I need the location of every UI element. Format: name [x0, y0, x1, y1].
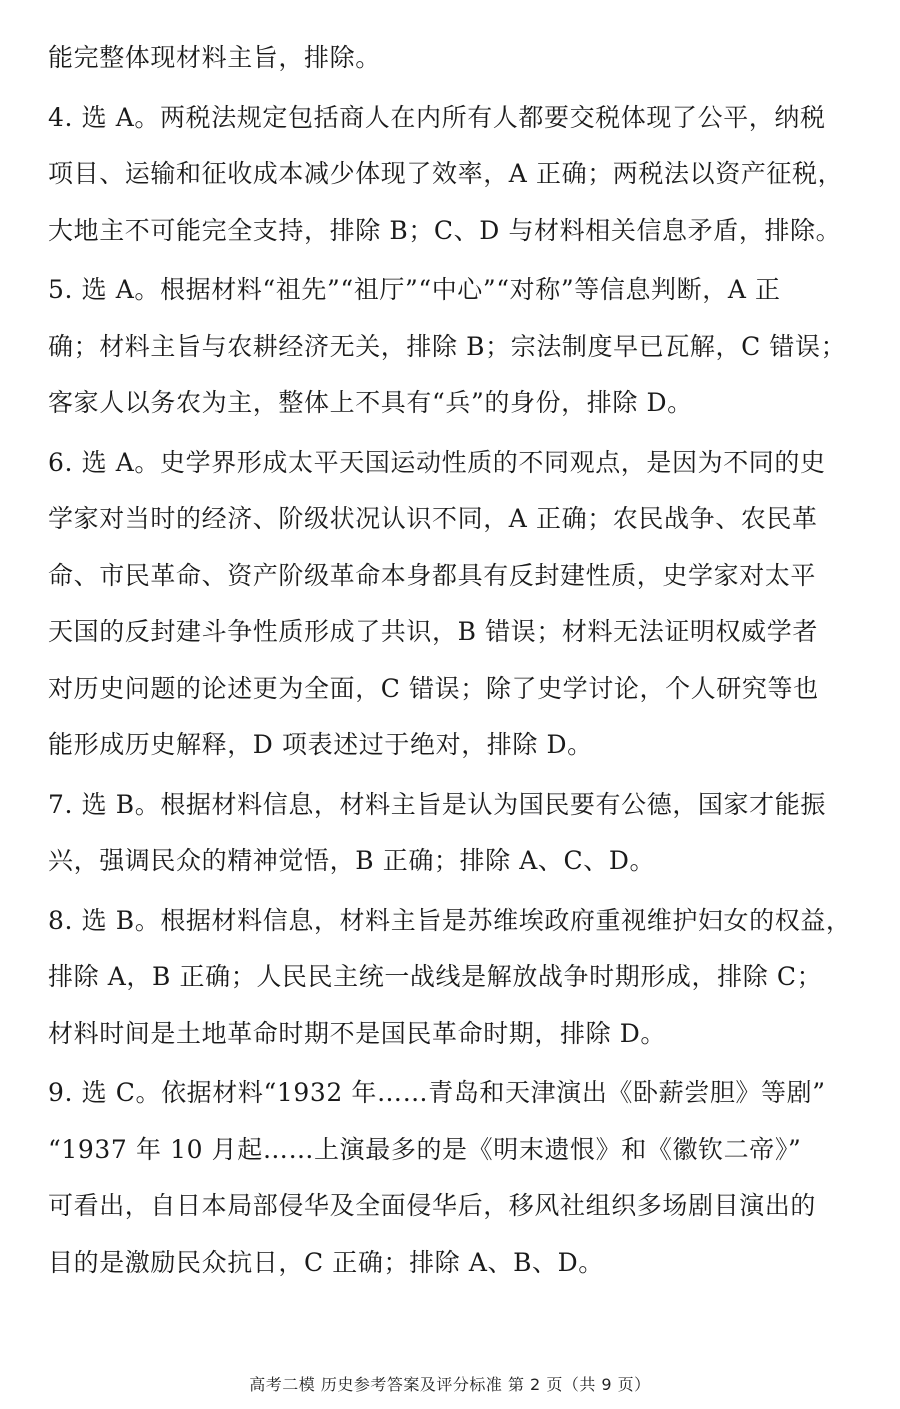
paragraph-continuation — [48, 30, 863, 87]
text-line: 学家对当时的经济、阶级状况认识不同，A 正确；农民战争、农民革 — [48, 504, 818, 533]
text-line: 命、市民革命、资产阶级革命本身都具有反封建性质，史学家对太平 — [48, 560, 817, 590]
text-line: 兴，强调民众的精神觉悟，B 正确；排除 A、C、D。 — [48, 846, 656, 875]
text-line: 6. 选 A。史学界形成太平天国运动性质的不同观点，是因为不同的史 — [48, 447, 826, 477]
answer-4 — [48, 90, 863, 260]
answer-6 — [48, 435, 863, 774]
text-line: 材料时间是土地革命时期不是国民革命时期，排除 D。 — [48, 1018, 666, 1048]
text-line: 能完整体现材料主旨，排除。 — [48, 43, 381, 72]
answer-7 — [48, 777, 863, 890]
page-footer: 高考二模 历史参考答案及评分标准 第 2 页（共 9 页） — [249, 1375, 651, 1394]
text-line: 9. 选 C。依据材料“1932 年……青岛和天津演出《卧薪尝胆》等剧” — [48, 1078, 826, 1107]
text-line: 大地主不可能完全支持，排除 B；C、D 与材料相关信息矛盾，排除。 — [48, 215, 842, 245]
text-line: 7. 选 B。根据材料信息，材料主旨是认为国民要有公德，国家才能振 — [48, 789, 826, 819]
text-line: 4. 选 A。两税法规定包括商人在内所有人都要交税体现了公平，纳税 — [48, 102, 826, 132]
text-line: 排除 A，B 正确；人民民主统一战线是解放战争时期形成，排除 C； — [48, 962, 823, 991]
text-line: 8. 选 B。根据材料信息，材料主旨是苏维埃政府重视维护妇女的权益， — [48, 905, 852, 935]
answer-5 — [48, 262, 863, 432]
answer-text-body — [48, 30, 863, 1291]
answer-8 — [48, 893, 863, 1063]
text-line: 可看出，自日本局部侵华及全面侵华后，移风社组织多场剧目演出的 — [48, 1191, 817, 1220]
text-line: 能形成历史解释，D 项表述过于绝对，排除 D。 — [48, 730, 593, 759]
text-line: 客家人以务农为主，整体上不具有“兵”的身份，排除 D。 — [48, 388, 693, 417]
text-line: 对历史问题的论述更为全面，C 错误；除了史学讨论，个人研究等也 — [48, 673, 819, 703]
text-line: 天国的反封建斗争性质形成了共识，B 错误；材料无法证明权威学者 — [48, 617, 818, 646]
answer-9 — [48, 1065, 863, 1291]
text-line: 5. 选 A。根据材料“祖先”“祖厅”“中心”“对称”等信息判断，A 正 — [48, 275, 781, 304]
text-line: 目的是激励民众抗日，C 正确；排除 A、B、D。 — [48, 1247, 604, 1277]
text-line: “1937 年 10 月起……上演最多的是《明末遗恨》和《徽钦二帝》” — [48, 1134, 802, 1164]
text-line: 项目、运输和征收成本减少体现了效率，A 正确；两税法以资产征税， — [48, 159, 844, 188]
text-line: 确；材料主旨与农耕经济无关，排除 B；宗法制度早已瓦解，C 错误； — [48, 331, 847, 361]
